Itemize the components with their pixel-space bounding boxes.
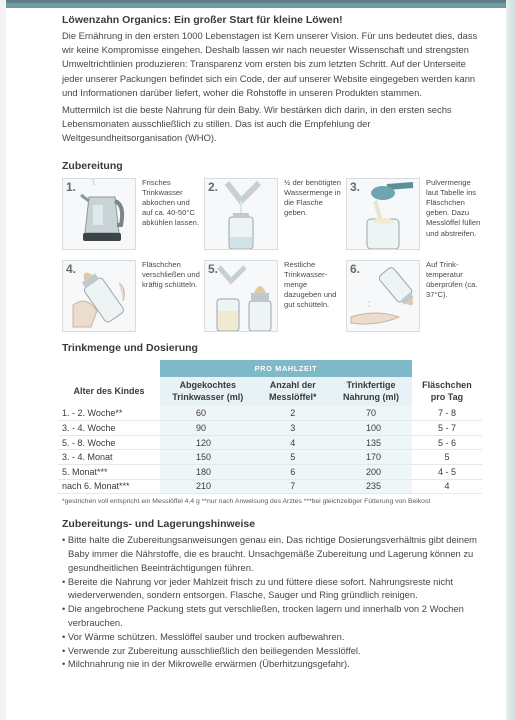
table-cell: 120 <box>160 435 255 450</box>
step-4 <box>62 260 198 332</box>
table-cell: 4 <box>255 435 330 450</box>
dosage-table-wrap <box>62 360 482 506</box>
table-cell: 5 - 7 <box>437 423 456 434</box>
step-text: Frisches Trinkwasser abkochen und auf ca. 40-50°C abkühlen lassen. <box>142 177 199 228</box>
intro-title: Löwenzahn Organics: Ein großer Start für kleine Löwen! <box>62 14 343 26</box>
col-header: Alter des Kindes <box>58 377 160 406</box>
table-cell: 3 <box>255 421 330 436</box>
table-cell: 60 <box>160 406 255 421</box>
table-row <box>58 406 482 421</box>
left-edge <box>0 0 6 720</box>
table-cell: 3. - 4. Monat <box>62 452 113 463</box>
step-number: 4. <box>66 261 77 276</box>
table-cell: 5 <box>444 452 450 463</box>
table-cell: 150 <box>160 450 255 465</box>
per-meal-band: PRO MAHLZEIT <box>160 360 412 378</box>
step-6 <box>346 260 482 332</box>
step-1 <box>62 178 198 250</box>
preparation-heading: Zubereitung <box>62 159 123 172</box>
step-number: 3. <box>350 179 361 194</box>
col-header: Abgekochtes Trinkwasser (ml) <box>160 377 255 406</box>
step-number: 2. <box>208 179 219 194</box>
table-cell: nach 6. Monat*** <box>62 481 130 492</box>
step-text: Restliche Trinkwasser-menge dazugeben und gut schütteln. <box>284 259 337 310</box>
table-cell: 1. - 2. Woche** <box>62 408 123 419</box>
storage-bullet: • Bitte halte die Zubereitungsanweisungen genau ein. Das richtige Dosierungsverhältnis gibt deinem Baby immer die Nährstoffe, die es braucht. Unsachgemäße Zubereitung und Lagerung können zu gesundheitlichen Beeinträchtigungen führen. <box>62 534 477 573</box>
table-row <box>58 450 482 465</box>
storage-bullet: • Milchnahrung nie in der Mikrowelle erwärmen (Überhitzungsgefahr). <box>62 658 350 670</box>
table-cell: 4 <box>444 481 450 492</box>
table-cell: 90 <box>160 421 255 436</box>
step-number: 6. <box>350 261 361 276</box>
col-header: Fläschchen pro Tag <box>412 377 482 406</box>
col-header: Anzahl der Messlöffel* <box>255 377 330 406</box>
table-cell: 6 <box>255 465 330 480</box>
intro-paragraph: Die Ernährung in den ersten 1000 Lebenstagen ist Kern unserer Vision. Für uns bedeutet dies, dass wir keine Kompromisse eingehen. Deshalb lassen wir nach neuester Wissenschaft und strengsten Umweltrichtlinien produzieren: Transparenz vom ersten bis zum letzten Schritt. Auf der Unterseite jeder unserer Packungen befindet sich ein Code, der auf unserer Website eingegeben werden kann und Informationen darüber liefert, woher die Rohstoffe in unseren Produkten stammen. <box>62 30 478 98</box>
table-cell: 5. - 8. Woche <box>62 437 116 448</box>
table-cell: 235 <box>330 479 412 494</box>
storage-bullet: • Vor Wärme schützen. Messlöffel sauber und trocken aufbewahren. <box>62 630 345 642</box>
table-cell: 210 <box>160 479 255 494</box>
table-cell: 70 <box>330 406 412 421</box>
table-row <box>58 435 482 450</box>
table-cell: 5 - 6 <box>437 437 456 448</box>
step-number: 1. <box>66 179 77 194</box>
table-cell: 7 <box>255 479 330 494</box>
step-number: 5. <box>208 261 219 276</box>
storage-heading: Zubereitungs- und Lagerungshinweise <box>62 518 256 531</box>
storage-bullet: • Bereite die Nahrung vor jeder Mahlzeit frisch zu und füttere diese sofort. Nahrungsreste nicht wiederverwenden, sondern entsorgen. Flasche, Sauger und Ring gründlich reinigen. <box>62 575 453 601</box>
table-cell: 135 <box>330 435 412 450</box>
col-header: Trinkfertige Nahrung (ml) <box>330 377 412 406</box>
top-color-band <box>0 0 516 8</box>
table-cell: 7 - 8 <box>437 408 456 419</box>
breastfeeding-paragraph: Muttermilch ist die beste Nahrung für dein Baby. Wir bestärken dich darin, in den ersten sechs Lebensmonaten ausschließlich zu stillen. Das ist auch die Empfehlung der Weltgesundheitsorganisation (WHO). <box>62 104 452 144</box>
table-row <box>58 421 482 436</box>
dosage-heading: Trinkmenge und Dosierung <box>62 341 198 354</box>
table-cell: 5. Monat*** <box>62 466 108 477</box>
step-text: ½ der benötigten Wassermenge in die Flasche geben. <box>284 177 341 218</box>
table-cell: 100 <box>330 421 412 436</box>
table-row <box>58 465 482 480</box>
dosage-table <box>58 360 482 495</box>
table-footnote: *gestrichen voll entspricht ein Messlöffel 4,4 g **nur nach Anweisung des Arztes ***bei gleichzeitiger Fütterung von Beikost <box>62 498 431 506</box>
storage-bullet: • Die angebrochene Packung stets gut verschließen, trocken lagern und innerhalb von 2 Wochen verbrauchen. <box>62 603 464 628</box>
package-text <box>62 14 482 671</box>
table-cell: 3. - 4. Woche <box>62 423 116 434</box>
step-text: Auf Trink-temperatur überprüfen (ca. 37°C). <box>426 259 478 300</box>
preparation-steps <box>62 178 482 338</box>
step-5 <box>204 260 340 332</box>
step-3 <box>346 178 482 250</box>
step-text: Pulvermenge laut Tabelle ins Fläschchen geben. Dazu Messlöffel füllen und abstreifen. <box>426 177 481 238</box>
storage-bullet: • Verwende zur Zubereitung ausschließlich den beiliegenden Messlöffel. <box>62 644 361 656</box>
table-cell: 180 <box>160 465 255 480</box>
table-cell: 170 <box>330 450 412 465</box>
table-cell: 5 <box>255 450 330 465</box>
table-cell: 4 - 5 <box>437 466 456 477</box>
right-edge-shadow <box>506 0 516 720</box>
table-cell: 200 <box>330 465 412 480</box>
step-2 <box>204 178 340 250</box>
step-text: Fläschchen verschließen und kräftig schütteln. <box>142 259 200 290</box>
table-cell: 2 <box>255 406 330 421</box>
table-row <box>58 479 482 494</box>
